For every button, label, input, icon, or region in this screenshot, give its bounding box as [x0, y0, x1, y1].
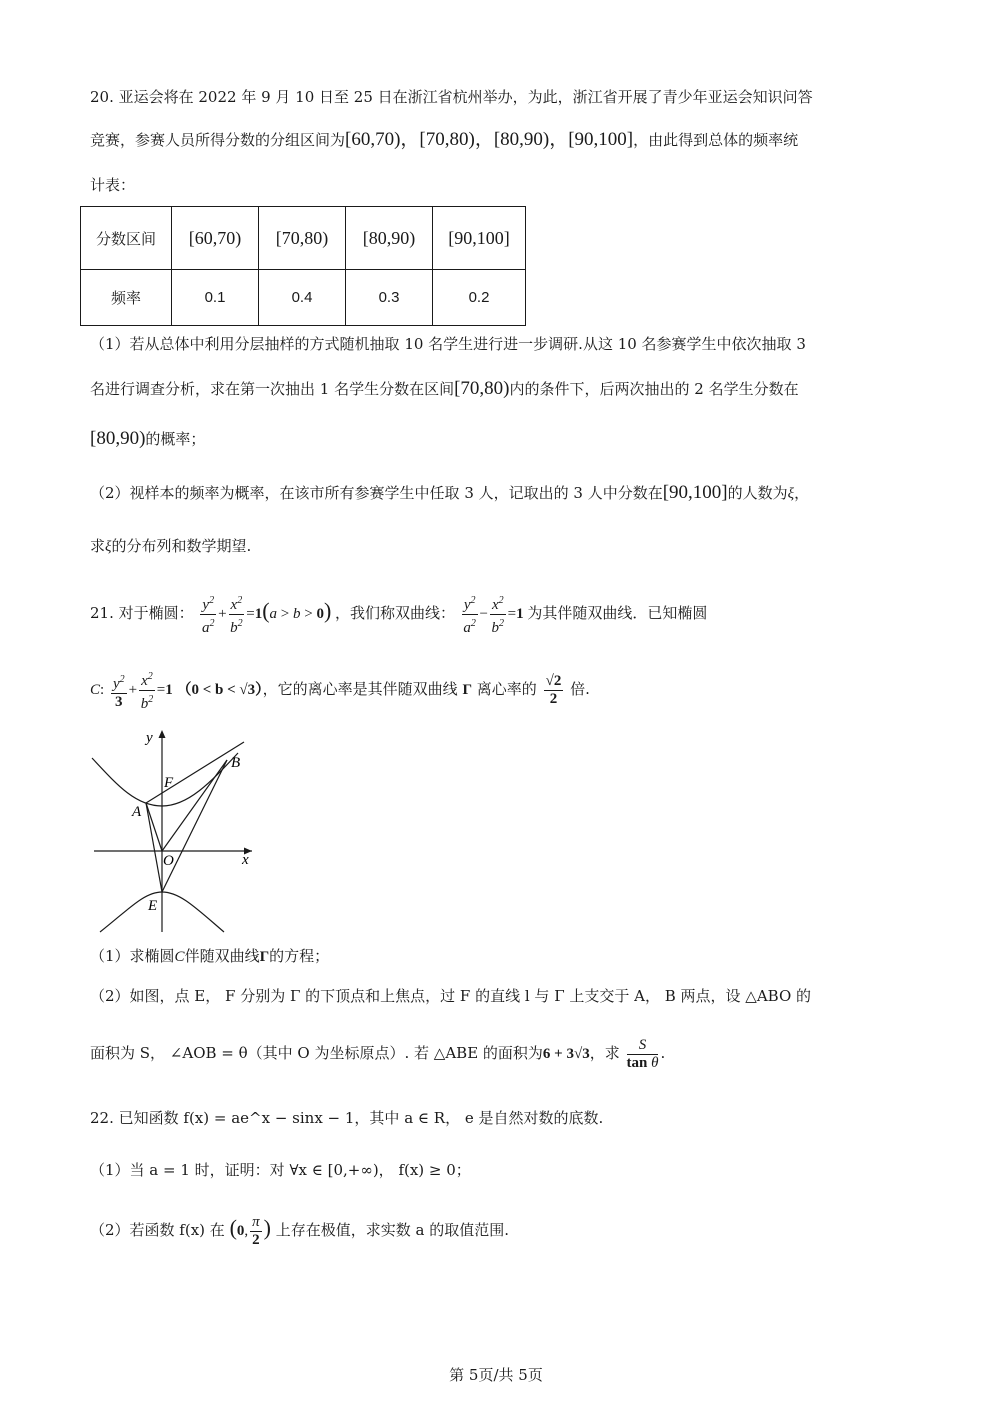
table-interval-cell: [60,70): [172, 207, 259, 270]
table-header-interval: 分数区间: [81, 207, 172, 270]
table-frequency-cell: 0.4: [259, 270, 346, 326]
q21-line1: 21. 对于椭圆： $\frac{y^2}{a^2}$ + $\frac{x^2}{b^2}$ =1(a > b > 0) ，我们称双曲线： $\frac{y^2}{a^2}$ − $\frac{x^2}{b^2}$ =1 为其伴随双曲线．已知椭圆: [90, 588, 707, 637]
q20-part1-line2: 名进行调查分析，求在第一次抽出 1 名学生分数在区间[70,80)内的条件下，后两次抽出的 2 名学生分数在: [90, 378, 799, 399]
table-frequency-cell: 0.2: [433, 270, 526, 326]
q22-line1: 22. 已知函数 f(x) = ae^x − sinx − 1，其中 a ∈ R， e 是自然对数的底数.: [90, 1109, 604, 1127]
q20-part2-line1: （2）视样本的频率为概率，在该市所有参赛学生中任取 3 人，记取出的 3 人中分数在[90,100]的人数为ξ，: [90, 482, 810, 503]
segment-OA: [146, 803, 162, 851]
label-B: B: [231, 755, 241, 771]
q21-part2-line1: （2）如图，点 E， F 分别为 Γ 的下顶点和上焦点，过 F 的直线 l 与 Γ 上支交于 A， B 两点，设 △ABO 的: [90, 987, 812, 1005]
segment-EA: [146, 803, 162, 892]
label-E: E: [148, 898, 158, 914]
table-interval-cell: [90,100]: [433, 207, 526, 270]
table-frequency-cell: 0.1: [172, 270, 259, 326]
frequency-table: [80, 206, 526, 326]
y-axis-arrow: [159, 730, 166, 738]
table-frequency-cell: 0.3: [346, 270, 433, 326]
q20-part1-line3: [80,90)的概率；: [90, 428, 206, 449]
q20-part2-line2: 求ξ的分布列和数学期望.: [90, 537, 252, 555]
q21-part1: （1）求椭圆C伴随双曲线Γ的方程；: [90, 947, 330, 965]
q20-line1: 20. 亚运会将在 2022 年 9 月 10 日至 25 日在浙江省杭州举办，为此，浙江省开展了青少年亚运会知识问答: [90, 88, 813, 106]
table-interval-cell: [70,80): [259, 207, 346, 270]
q21-part2-line2: 面积为 S， ∠AOB = θ（其中 O 为坐标原点）. 若 △ABE 的面积为6 + 3√3，求 $\frac{S}{\text{tan θ}}$ .: [90, 1037, 666, 1072]
q22-part2: （2）若函数 f(x) 在 (0, $\frac{\pi}{2}$ ) 上存在极值，求实数 a 的取值范围.: [90, 1214, 510, 1249]
q20-part1-line1: （1）若从总体中利用分层抽样的方式随机抽取 10 名学生进行进一步调研.从这 10 名参赛学生中依次抽取 3: [90, 335, 806, 353]
hyperbola-figure: [88, 728, 260, 934]
table-header-frequency: 频率: [81, 270, 172, 326]
label-x: x: [242, 852, 249, 868]
label-O: O: [163, 853, 174, 869]
q21-line2: C: $\frac{y^2}{3}$ + $\frac{x^2}{b^2}$ =1 （0 < b < √3），它的离心率是其伴随双曲线 Γ 离心率的 $\frac{√2}{2}$ 倍.: [90, 665, 590, 714]
label-y: y: [146, 730, 153, 746]
ellipse-equation: $\frac{y^2}{a^2}$ + $\frac{x^2}{b^2}$ =1(a > b > 0): [198, 606, 335, 622]
page-footer: 第 5页/共 5页: [449, 1366, 543, 1384]
table-interval-cell: [80,90): [346, 207, 433, 270]
q20-intervals: [60,70)，[70,80)，[80,90)，[90,100]: [345, 129, 634, 150]
label-F: F: [164, 775, 174, 791]
segment-OB: [162, 760, 227, 851]
q22-part1: （1）当 a = 1 时，证明：对 ∀x ∈ [0,+∞)， f(x) ≥ 0；: [90, 1161, 471, 1179]
label-A: A: [132, 804, 142, 820]
q20-line3: 计表：: [90, 176, 136, 194]
hyperbola-equation: $\frac{y^2}{a^2}$ − $\frac{x^2}{b^2}$ =1: [460, 606, 528, 622]
q20-line2: 竞赛，参赛人员所得分数的分组区间为[60,70)，[70,80)，[80,90)，[90,100]，由此得到总体的频率统: [90, 129, 799, 150]
